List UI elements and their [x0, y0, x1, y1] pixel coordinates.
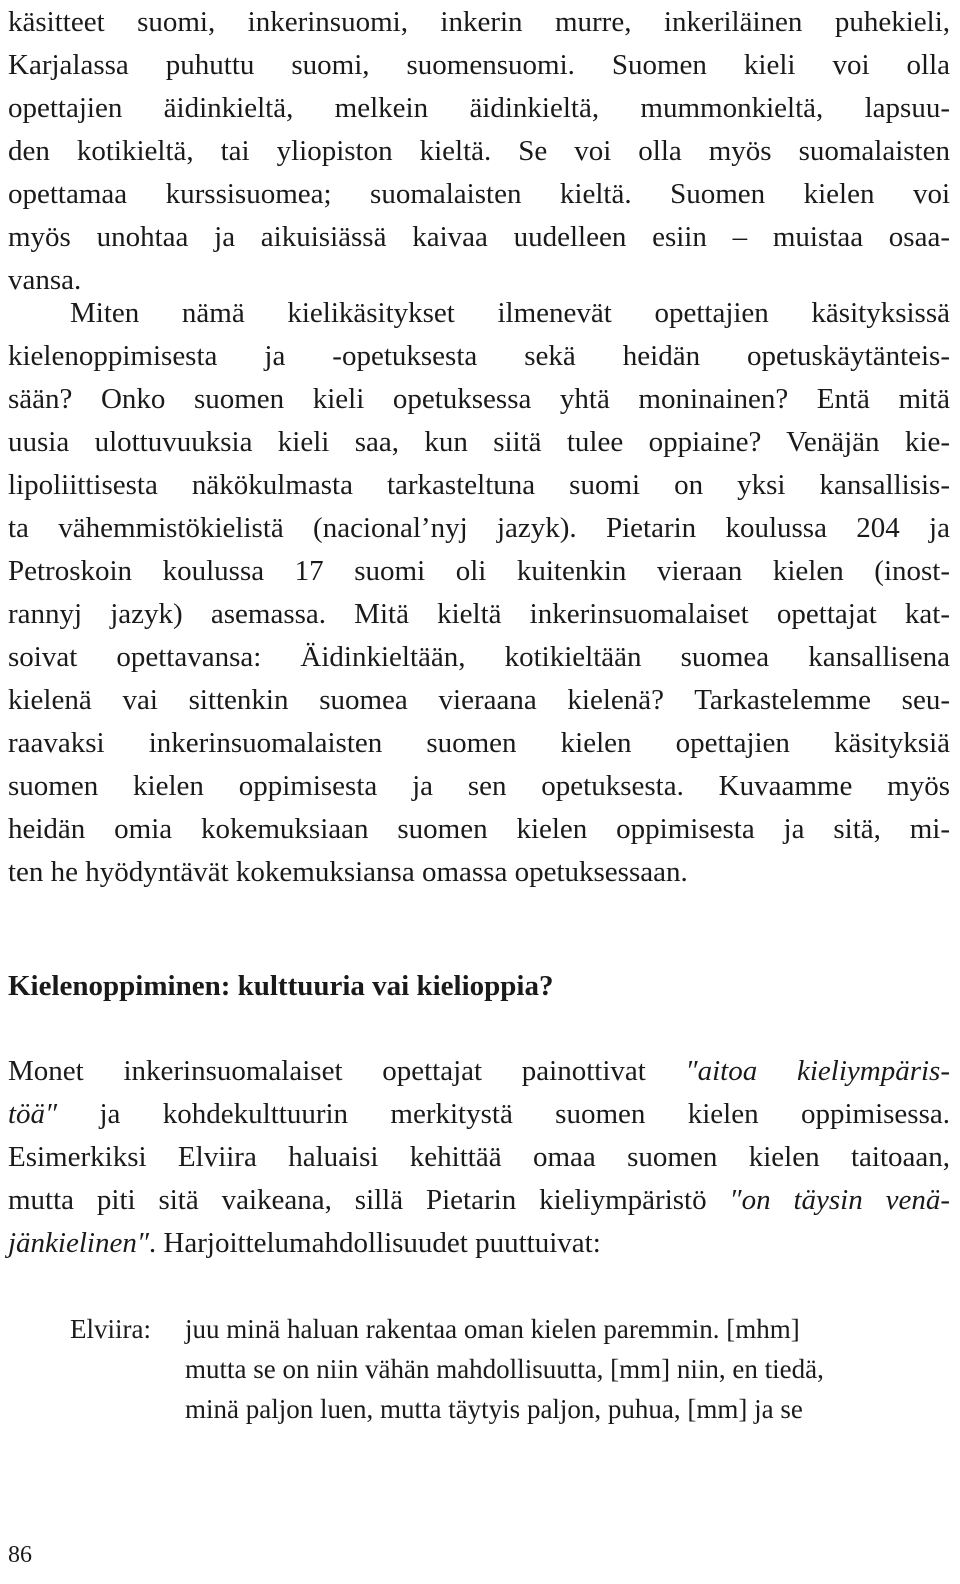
text-line: opettamaa kurssisuomea; suomalaisten kieltä. Suomen kielen voi — [8, 178, 950, 210]
quoted-term: töä″ — [8, 1098, 58, 1130]
quoted-term: ″aitoa kieliympäris- — [685, 1055, 950, 1087]
text-span: . Harjoittelumahdollisuudet puuttuivat: — [148, 1227, 601, 1259]
text-line — [8, 1222, 950, 1265]
text-line: myös unohtaa ja aikuisiässä kaivaa uudelleen esiin – muistaa osaa- — [8, 221, 950, 253]
interview-excerpt — [70, 1309, 950, 1429]
text-span: mutta piti sitä vaikeana, sillä Pietarin kieliympäristö — [8, 1184, 730, 1216]
text-line: uusia ulottuvuuksia kieli saa, kun siitä tulee oppiaine? Venäjän kie- — [8, 426, 950, 458]
text-line: raavaksi inkerinsuomalaisten suomen kielen opettajien käsityksiä — [8, 727, 950, 759]
text-line: ten he hyödyntävät kokemuksiansa omassa opetuksessaan. — [8, 856, 688, 888]
text-line: käsitteet suomi, inkerinsuomi, inkerin murre, inkeriläinen puhekieli, — [8, 6, 950, 38]
paragraph-culture — [8, 1050, 950, 1265]
text-line: ta vähemmistökielistä (nacional’nyj jazyk). Pietarin koulussa 204 ja — [8, 512, 950, 544]
paragraph-continued — [8, 1, 950, 302]
text-line: heidän omia kokemuksiaan suomen kielen oppimisesta ja sitä, mi- — [8, 813, 950, 845]
paragraph-questions — [8, 292, 950, 894]
speaker-label: Elviira: — [70, 1314, 151, 1344]
text-line: soivat opettavansa: Äidinkieltään, kotikieltään suomea kansallisena — [8, 641, 950, 673]
text-line: opettajien äidinkieltä, melkein äidinkieltä, mummonkieltä, lapsuu- — [8, 92, 950, 124]
text-line: Karjalassa puhuttu suomi, suomensuomi. Suomen kieli voi olla — [8, 49, 950, 81]
speaker-spacer — [70, 1389, 185, 1429]
text-line: rannyj jazyk) asemassa. Mitä kieltä inkerinsuomalaiset opettajat kat- — [8, 598, 950, 630]
text-line: kielenoppimisesta ja -opetuksesta sekä heidän opetuskäytänteis- — [8, 340, 950, 372]
text-line — [8, 1179, 950, 1222]
text-line: vansa. — [8, 264, 82, 296]
quote-line: juu minä haluan rakentaa oman kielen paremmin. [mhm] — [185, 1314, 800, 1344]
text-line: Esimerkiksi Elviira haluaisi kehittää omaa suomen kielen taitoaan, — [8, 1141, 950, 1173]
text-line: sään? Onko suomen kieli opetuksessa yhtä moninainen? Entä mitä — [8, 383, 950, 415]
text-line: suomen kielen oppimisesta ja sen opetuksesta. Kuvaamme myös — [8, 770, 950, 802]
quote-row — [70, 1349, 950, 1389]
quote-line: mutta se on niin vähän mahdollisuutta, [mm] niin, en tiedä, — [185, 1354, 824, 1384]
text-line: kielenä vai sittenkin suomea vieraana kielenä? Tarkastelemme seu- — [8, 684, 950, 716]
page-number: 86 — [8, 1542, 32, 1568]
text-line: lipoliittisesta näkökulmasta tarkasteltuna suomi on yksi kansallisis- — [8, 469, 950, 501]
quote-row — [70, 1389, 950, 1429]
text-span: Monet inkerinsuomalaiset opettajat painottivat — [8, 1055, 686, 1087]
text-line: Miten nämä kielikäsitykset ilmenevät opettajien käsityksissä — [70, 297, 950, 329]
quote-line: minä paljon luen, mutta täytyis paljon, puhua, [mm] ja se — [185, 1394, 803, 1424]
section-heading: Kielenoppiminen: kulttuuria vai kielioppia? — [8, 970, 554, 1002]
text-line: Petroskoin koulussa 17 suomi oli kuitenkin vieraan kielen (inost- — [8, 555, 950, 587]
text-line — [8, 1093, 950, 1136]
quote-row — [70, 1309, 950, 1349]
text-span: ja kohdekulttuurin merkitystä suomen kielen oppimisessa. — [57, 1098, 950, 1130]
quoted-term: jänkielinen″ — [8, 1227, 149, 1259]
text-line — [8, 1050, 950, 1093]
quoted-term: ″on täysin venä- — [729, 1184, 950, 1216]
speaker-spacer — [70, 1349, 185, 1389]
text-line: den kotikieltä, tai yliopiston kieltä. Se voi olla myös suomalaisten — [8, 135, 950, 167]
